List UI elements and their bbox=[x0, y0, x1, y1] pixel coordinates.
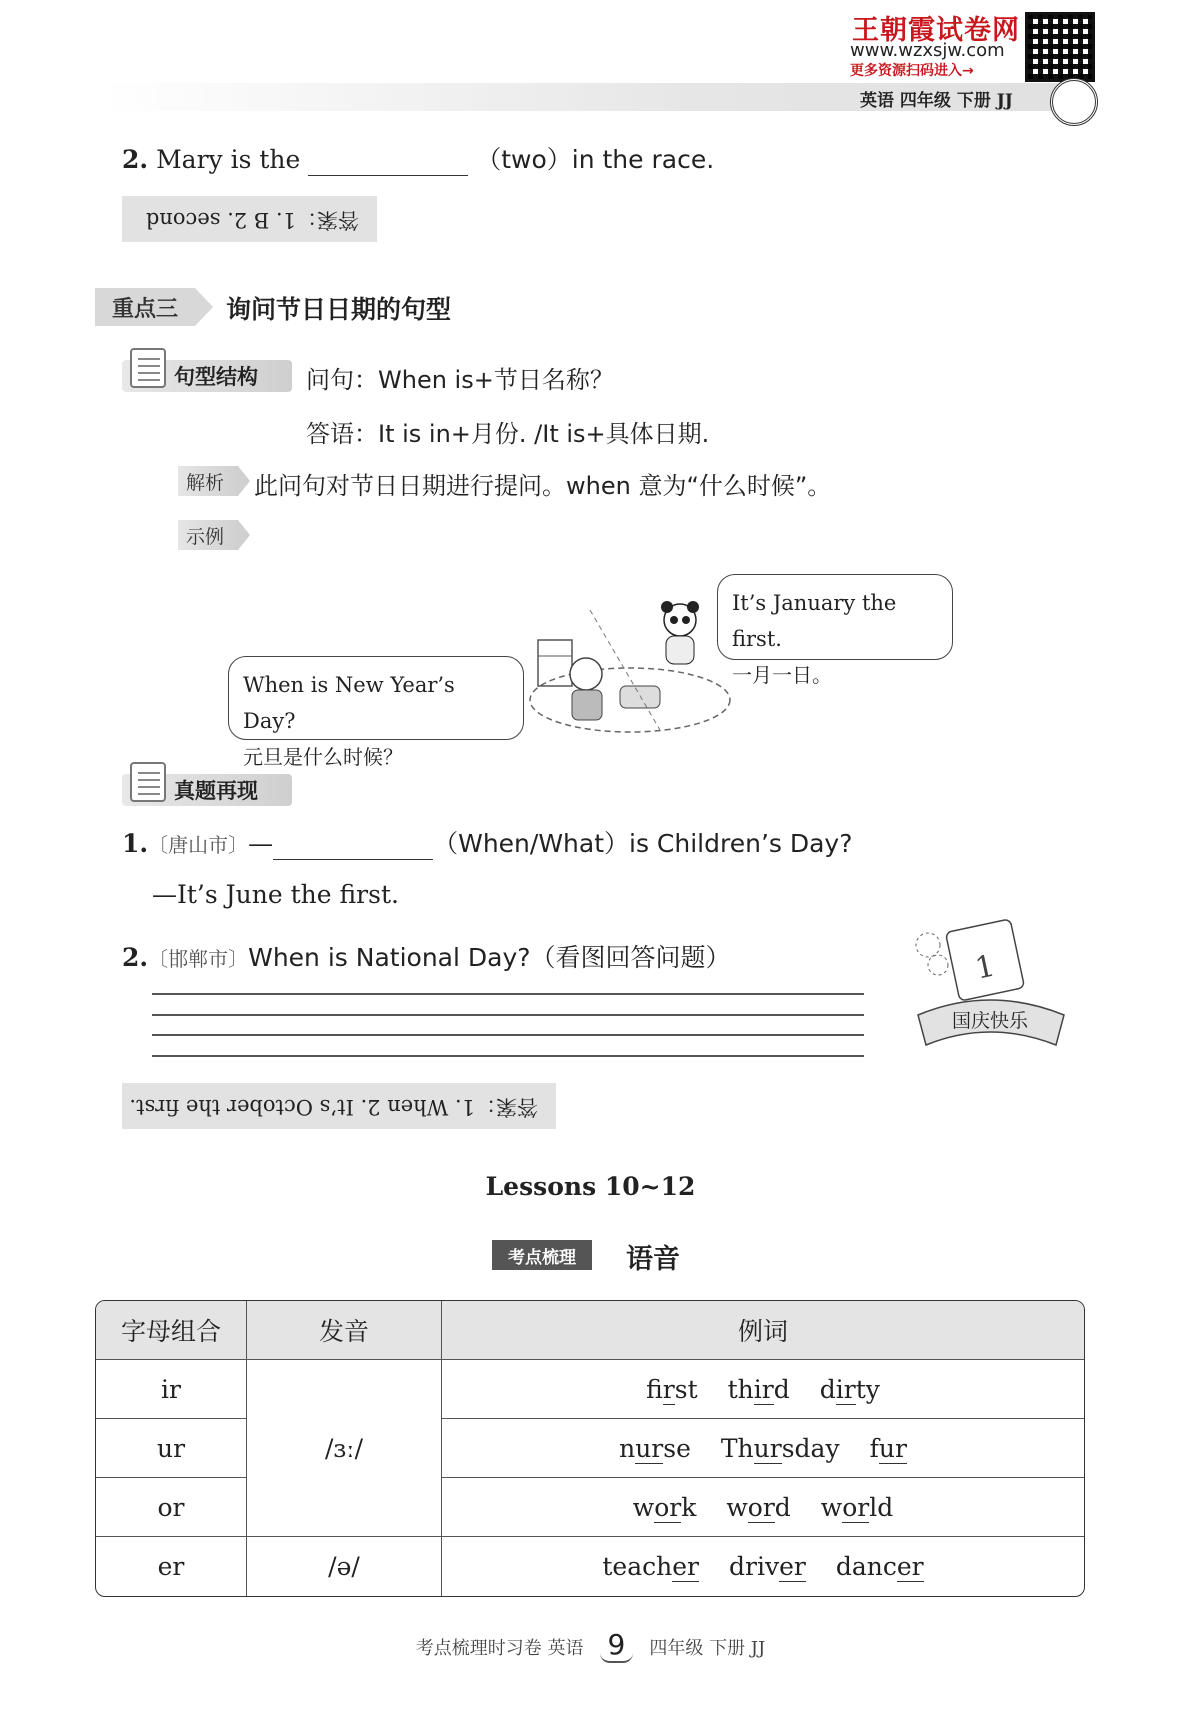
example-word bbox=[619, 1434, 691, 1463]
word-part-post: se bbox=[663, 1433, 691, 1463]
header-sound: 发音 bbox=[247, 1301, 442, 1360]
table-row bbox=[96, 1537, 1084, 1596]
speech-bubble-left bbox=[228, 656, 524, 769]
real-question-1 bbox=[122, 824, 853, 860]
writing-line[interactable] bbox=[152, 1014, 864, 1016]
word-part-pre: w bbox=[726, 1492, 748, 1522]
q2-number: 2. bbox=[122, 943, 149, 972]
phonics-table bbox=[95, 1300, 1085, 1597]
panda-illustration-icon bbox=[520, 590, 740, 740]
example-word bbox=[820, 1375, 880, 1404]
writing-line[interactable] bbox=[152, 1055, 864, 1057]
word-part-mid: ur bbox=[635, 1433, 664, 1463]
question-number: 2. bbox=[122, 145, 149, 174]
section-title: 询问节日日期的句型 bbox=[226, 295, 452, 324]
example-word bbox=[721, 1434, 840, 1463]
structure-question: 问句：When is+节日名称？ bbox=[306, 366, 614, 394]
page-number: 9 bbox=[600, 1628, 634, 1663]
phonics-title: 语音 bbox=[626, 1244, 680, 1275]
bubble-right-en: It’s January the first. bbox=[732, 591, 897, 651]
word-part-pre: n bbox=[619, 1433, 636, 1463]
question-text-after: （two）in the race. bbox=[476, 145, 715, 174]
answer-text: 答案：1. B 2. second bbox=[145, 208, 359, 232]
word-part-mid: ir bbox=[753, 1374, 774, 1404]
answer-box-2 bbox=[122, 1083, 556, 1129]
header-combo: 字母组合 bbox=[96, 1301, 247, 1360]
word-part-mid: ur bbox=[878, 1433, 907, 1463]
table-row bbox=[96, 1419, 1084, 1478]
cell-examples bbox=[442, 1537, 1084, 1596]
top-exercise bbox=[122, 140, 714, 176]
example-arrow-icon bbox=[238, 520, 250, 550]
example-label bbox=[178, 520, 238, 550]
word-part-pre: d bbox=[819, 1374, 836, 1404]
example-word bbox=[870, 1434, 907, 1463]
header-examples: 例词 bbox=[442, 1301, 1084, 1360]
word-part-pre: teach bbox=[602, 1552, 673, 1581]
q1-dash: — bbox=[248, 829, 274, 858]
cell-examples bbox=[442, 1360, 1084, 1419]
q1-text: （When/What）is Children’s Day? bbox=[433, 829, 853, 858]
table-header-row bbox=[96, 1301, 1084, 1360]
cell-combo: ur bbox=[96, 1419, 247, 1478]
bubble-right-cn: 一月一日。 bbox=[732, 663, 832, 687]
word-part-post: d bbox=[773, 1374, 790, 1404]
word-part-pre: w bbox=[632, 1492, 655, 1522]
footer-right: 四年级 下册 JJ bbox=[649, 1638, 766, 1659]
kaodian-tag: 考点梳理 bbox=[492, 1240, 592, 1270]
illustration-caption: 国庆快乐 bbox=[952, 1010, 1029, 1032]
word-part-mid: er bbox=[896, 1552, 924, 1581]
word-part-pre: f bbox=[646, 1374, 663, 1404]
analysis-arrow-icon bbox=[238, 466, 250, 496]
answer-blank[interactable] bbox=[308, 175, 468, 176]
cell-sound: /ə/ bbox=[247, 1537, 442, 1596]
speech-bubble-right bbox=[717, 574, 953, 687]
word-part-pre: w bbox=[820, 1492, 843, 1522]
example-word bbox=[728, 1375, 790, 1404]
q1-blank[interactable] bbox=[273, 859, 433, 860]
example-label-text: 示例 bbox=[186, 525, 225, 548]
cell-combo: or bbox=[96, 1478, 247, 1537]
example-words bbox=[442, 1493, 1084, 1522]
word-part-pre: Th bbox=[720, 1433, 754, 1463]
q2-source: 〔邯郸市〕 bbox=[148, 947, 249, 971]
word-part-post: ty bbox=[855, 1374, 880, 1404]
q1-reply: —It’s June the first. bbox=[152, 880, 399, 909]
q1-number: 1. bbox=[122, 829, 149, 858]
answer-box bbox=[122, 196, 377, 242]
analysis-label-text: 解析 bbox=[186, 471, 225, 494]
word-part-post: st bbox=[674, 1374, 698, 1404]
brand-tagline: 更多资源扫码进入→ bbox=[850, 63, 974, 79]
word-part-post: d bbox=[774, 1492, 791, 1522]
real-question-2 bbox=[122, 938, 731, 974]
example-word bbox=[729, 1552, 806, 1581]
svg-text:1: 1 bbox=[972, 948, 999, 987]
example-word bbox=[726, 1493, 790, 1522]
word-part-mid: ir bbox=[662, 1374, 675, 1404]
bubble-left-en: When is New Year’s Day? bbox=[243, 673, 455, 733]
example-words bbox=[442, 1552, 1084, 1581]
qr-code-icon[interactable] bbox=[1025, 12, 1095, 82]
word-part-mid: or bbox=[747, 1492, 775, 1522]
cell-examples bbox=[442, 1419, 1084, 1478]
word-part-pre: th bbox=[727, 1374, 754, 1404]
cell-combo: ir bbox=[96, 1360, 247, 1419]
example-word bbox=[646, 1375, 698, 1404]
word-part-mid: ir bbox=[835, 1374, 856, 1404]
footer bbox=[0, 1628, 1181, 1663]
answer-text-2: 答案：1. When 2. It’s October the first. bbox=[129, 1095, 538, 1119]
word-part-mid: er bbox=[672, 1552, 699, 1581]
word-part-post: ld bbox=[869, 1492, 894, 1522]
cell-examples bbox=[442, 1478, 1084, 1537]
word-part-mid: er bbox=[779, 1552, 806, 1581]
brand-url[interactable]: www.wzxsjw.com bbox=[850, 40, 1005, 61]
notebook-icon bbox=[130, 348, 166, 388]
example-word bbox=[836, 1552, 924, 1581]
real-questions-label-text: 真题再现 bbox=[174, 779, 258, 803]
structure-label-text: 句型结构 bbox=[174, 365, 258, 389]
seal-icon bbox=[1050, 78, 1098, 126]
writing-line[interactable] bbox=[152, 993, 864, 995]
example-word bbox=[633, 1493, 697, 1522]
table-row bbox=[96, 1360, 1084, 1419]
section-tag: 重点三 bbox=[95, 288, 195, 326]
bubble-left-cn: 元旦是什么时候？ bbox=[243, 745, 403, 769]
structure-answer: 答语：It is in+月份. /It is+具体日期. bbox=[306, 420, 710, 448]
notebook-icon-2 bbox=[130, 762, 166, 802]
analysis-label bbox=[178, 466, 238, 496]
word-part-mid: or bbox=[654, 1492, 682, 1522]
example-words bbox=[442, 1375, 1084, 1404]
lesson-title: Lessons 10~12 bbox=[485, 1172, 696, 1201]
word-part-pre: driv bbox=[729, 1552, 780, 1581]
writing-line[interactable] bbox=[152, 1034, 864, 1036]
example-word bbox=[602, 1552, 699, 1581]
question-text: Mary is the bbox=[156, 145, 301, 174]
q1-source: 〔唐山市〕 bbox=[148, 833, 249, 857]
example-word bbox=[821, 1493, 893, 1522]
cell-sound: /ɜː/ bbox=[247, 1360, 442, 1537]
brand-name: 王朝霞试卷网 bbox=[852, 15, 1020, 46]
word-part-post: sday bbox=[781, 1433, 840, 1463]
word-part-post: k bbox=[681, 1492, 697, 1522]
word-part-mid: ur bbox=[753, 1433, 782, 1463]
word-part-mid: or bbox=[842, 1492, 870, 1522]
word-part-pre: danc bbox=[835, 1552, 897, 1581]
table-row bbox=[96, 1478, 1084, 1537]
example-words bbox=[442, 1434, 1084, 1463]
cell-combo: er bbox=[96, 1537, 247, 1596]
word-part-pre: f bbox=[869, 1433, 879, 1463]
footer-left: 考点梳理时习卷 英语 bbox=[415, 1638, 584, 1659]
analysis-text: 此问句对节日日期进行提问。when 意为“什么时候”。 bbox=[254, 472, 832, 500]
section-arrow-icon bbox=[195, 288, 213, 326]
header-meta: 英语 四年级 下册 JJ bbox=[860, 91, 1013, 111]
national-day-calendar-icon bbox=[908, 905, 1072, 1053]
q2-text: When is National Day?（看图回答问题） bbox=[248, 943, 731, 972]
